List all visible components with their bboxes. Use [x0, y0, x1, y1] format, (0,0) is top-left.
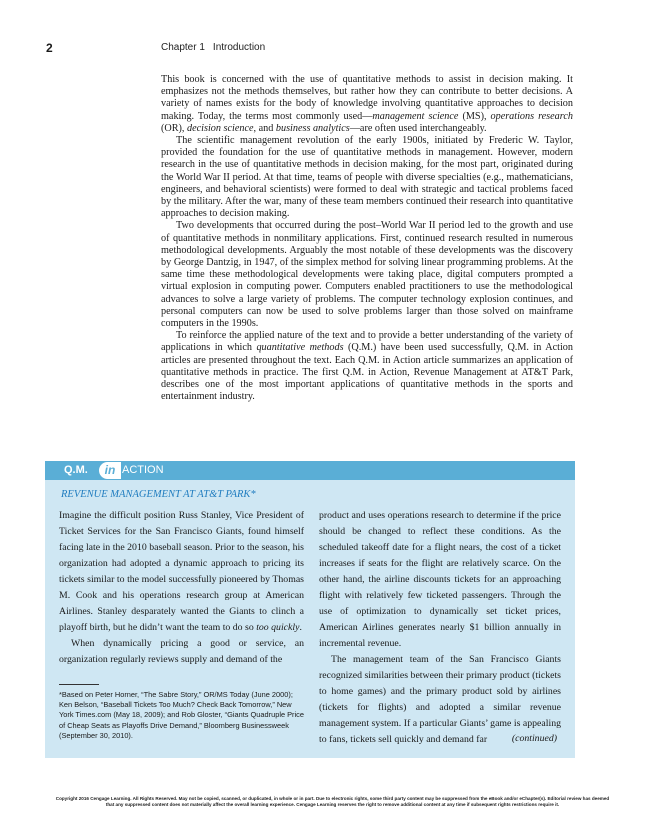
paragraph-2: The scientific management revolution of the early 1900s, initiated by Frederic W. Taylor, provided the foundation for the use of quantitative methods in management. However, modern research in the use of quantitative methods in decision making, for the most part, originated during the World War II period. At that time, teams of people with diverse specialties (e.g., mathematicians, engineers, and behavioral scientists) were formed to deal with strategic and tactical problems faced by the military. After the war, many of these team members continued their research into quantitative approaches to decision making. — [161, 135, 573, 220]
copyright-notice: Copyright 2016 Cengage Learning. All Rights Reserved. May not be copied, scanned, or duplicated, in whole or in part. Due to electronic rights, some third party content may be suppressed from the eBook and/or eChapter(s). Editorial review has deemed that any suppressed content does not materially affect the overall learning experience. Cengage Learning reserves the right to remove additional content at any time if subsequent rights restrictions require it. — [55, 796, 610, 807]
qm-paragraph-4: The management team of the San Francisco Giants recognized similarities between their primary product (tickets to home games) and the primary product sold by airlines (tickets for flights) and adopted a similar revenue management system. If a particular Giants’ game is appealing to fans, tickets sell quickly and demand far — [319, 654, 561, 745]
paragraph-3: Two developments that occurred during the post–World War II period led to the growth and use of quantitative methods in nonmilitary applications. First, continued research resulted in numerous methodological developments. Arguably the most notable of these developments was the discovery by George Dantzig, in 1947, of the simplex method for solving linear programming problems. At the same time these methodological developments were taking place, digital computers prompted a virtual explosion in computing power. Computers enabled practitioners to use the methodological advances to solve a large variety of problems. The computer technology explosion continues, and personal computers can now be used to solve problems larger than those solved on mainframe computers in the 1990s. — [161, 220, 573, 330]
emphasis-term: management science — [372, 110, 459, 122]
chapter-label: Chapter 1 — [161, 42, 205, 53]
qm-in-action-header — [45, 461, 575, 480]
text-run: (MS), — [458, 110, 491, 122]
emphasis-term: too quickly — [256, 622, 300, 633]
qm-paragraph-1 — [59, 508, 304, 636]
footnote: *Based on Peter Horner, “The Sabre Story,” OR/MS Today (June 2000); Ken Belson, “Baseball Tickets Too Much? Check Back Tomorrow,” New York Times.com (May 18, 2009); and Rob Gloster, “Giants Quadruple Price of Cheap Seats as Playoffs Drive Demand,” Bloomberg Businessweek (September 30, 2010). — [59, 690, 304, 740]
text-run: To reinforce the applied nature of the text and to provide a better understanding of the variety of applications in which — [161, 330, 573, 354]
qm-paragraph-2: When dynamically pricing a good or service, an organization regularly reviews supply and demand of the — [59, 638, 304, 665]
qm-article-title: REVENUE MANAGEMENT AT AT&T PARK* — [61, 489, 256, 500]
text-run: (OR), — [161, 122, 188, 134]
emphasis-term: business analytics — [275, 122, 350, 134]
text-run: This book is concerned with the use of quantitative methods to assist in decision making. It emphasizes not the methods themselves, but rather how they can contribute to better decisions. A variety of names exists for the body of knowledge involving quantitative approaches to decision making. Today, the terms most commonly used— — [161, 74, 573, 122]
footnote-rule — [59, 684, 99, 685]
text-run: . — [299, 622, 302, 633]
qm-right-column — [319, 508, 561, 748]
emphasis-term: quantitative methods — [256, 342, 344, 354]
in-badge: in — [99, 462, 121, 479]
text-run: , and — [253, 122, 276, 134]
qm-in-action-box — [45, 461, 575, 758]
continued-label: (continued) — [511, 733, 557, 744]
chapter-title: Introduction — [212, 42, 266, 53]
action-label: ACTION — [122, 464, 164, 476]
text-run: (Q.M.) have been used successfully, Q.M. in Action articles are presented throughout the text. Each Q.M. in Action article summarizes an application of quantitative methods in practice. The first Q.M. in Action, Revenue Management at AT&T Park, describes one of the most important applications of quantitative methods in the sports and entertainment industry. — [161, 342, 573, 403]
qm-left-column — [59, 508, 304, 668]
body-text — [161, 74, 573, 403]
emphasis-term: decision science — [187, 122, 254, 134]
running-head — [161, 42, 265, 53]
page-number: 2 — [46, 41, 53, 55]
text-run: Imagine the difficult position Russ Stanley, Vice President of Ticket Services for the San Francisco Giants, found himself facing late in the 2010 baseball season. Prior to the season, his organization had adopted a dynamic approach to pricing its tickets similar to the model successfully pioneered by Thomas M. Cook and his operations research group at American Airlines. Stanley desparately wanted the Giants to clinch a playoff birth, but he didn’t want the team to do so — [59, 510, 304, 633]
paragraph-1 — [161, 74, 573, 135]
emphasis-term: operations research — [490, 110, 573, 122]
text-run: —are often used interchangeably. — [349, 122, 487, 134]
qm-label: Q.M. — [64, 464, 88, 476]
paragraph-4 — [161, 330, 573, 403]
qm-paragraph-3: product and uses operations research to determine if the price should be changed to reflect these conditions. As the scheduled takeoff date for a flight nears, the cost of a ticket increases if seats for the flight are relatively scarce. On the other hand, the airline discounts tickets for an approaching flight with relatively few ticketed passengers. Through the use of optimization to dynamically set ticket prices, American Airlines generates nearly $1 billion annually in incremental revenue. — [319, 510, 561, 649]
